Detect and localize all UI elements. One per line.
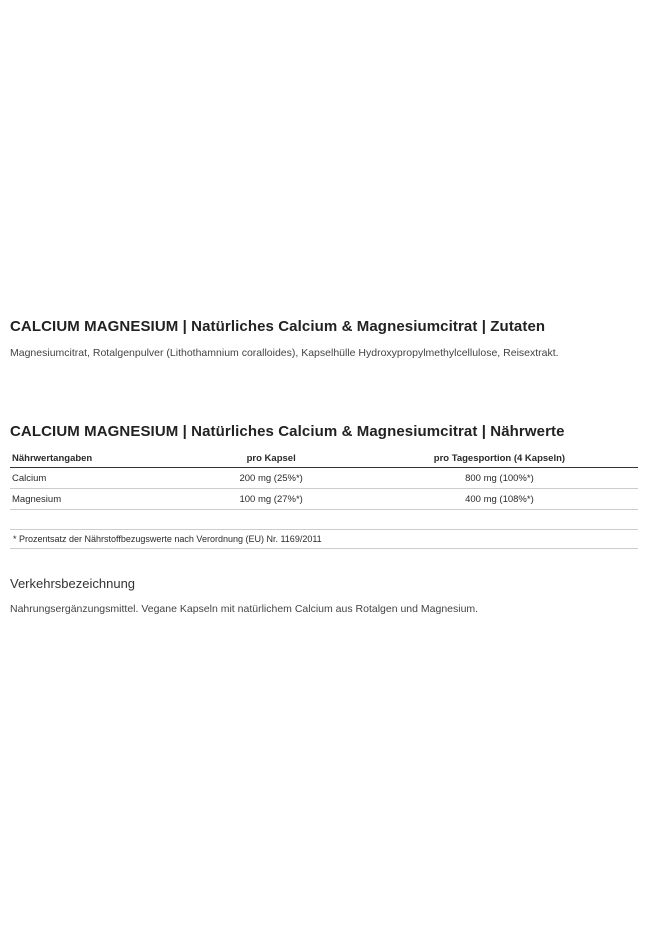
cell-nutrient: Magnesium <box>12 493 62 505</box>
cell-per-capsule: 100 mg (27%*) <box>239 493 303 505</box>
cell-per-capsule: 200 mg (25%*) <box>239 472 303 484</box>
ingredients-title: CALCIUM MAGNESIUM | Natürliches Calcium & Magnesiumcitrat | Zutaten <box>10 318 546 335</box>
ingredients-text: Magnesiumcitrat, Rotalgenpulver (Lithothamnium coralloides), Kapselhülle Hydroxypropylmethylcellulose, Reisextrakt. <box>10 347 559 359</box>
table-row <box>10 489 638 510</box>
cell-per-day: 800 mg (100%*) <box>465 472 534 484</box>
cell-per-day: 400 mg (108%*) <box>465 493 534 505</box>
designation-title: Verkehrsbezeichnung <box>10 576 136 591</box>
header-nutrient: Nährwertangaben <box>12 453 93 464</box>
header-per-capsule: pro Kapsel <box>246 453 296 464</box>
designation-text: Nahrungsergänzungsmittel. Vegane Kapseln mit natürlichem Calcium aus Rotalgen und Magnesium. <box>10 603 479 615</box>
table-header <box>10 453 638 468</box>
nutrition-title: CALCIUM MAGNESIUM | Natürliches Calcium & Magnesiumcitrat | Nährwerte <box>10 423 565 440</box>
nutrition-table <box>10 453 638 510</box>
footnote: * Prozentsatz der Nährstoffbezugswerte nach Verordnung (EU) Nr. 1169/2011 <box>10 529 638 549</box>
header-per-day: pro Tagesportion (4 Kapseln) <box>433 453 566 464</box>
cell-nutrient: Calcium <box>12 472 47 484</box>
table-row <box>10 468 638 489</box>
